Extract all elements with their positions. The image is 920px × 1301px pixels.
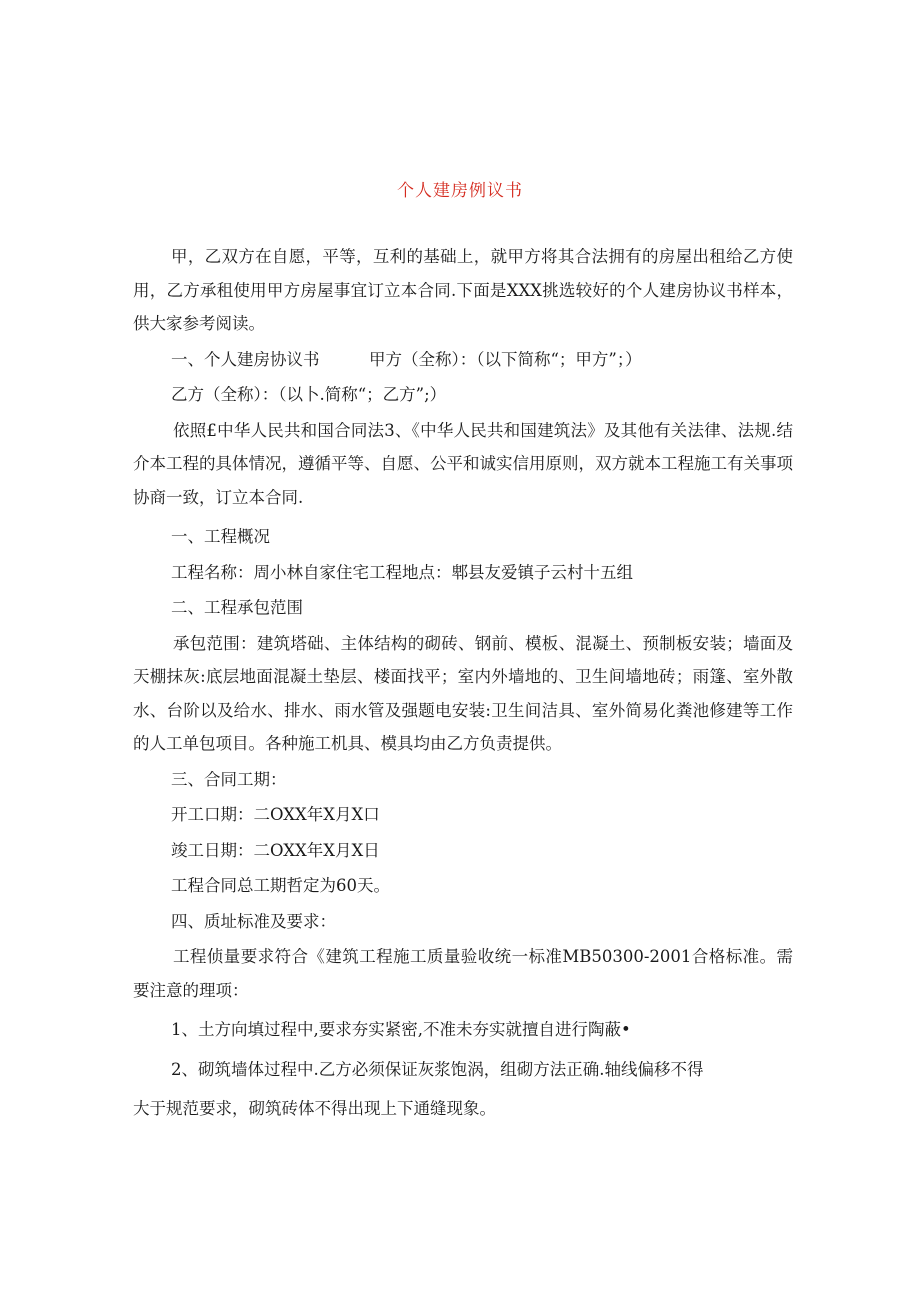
scope-paragraph: 承包范围：建筑塔础、主体结构的砌砖、钢前、模板、混凝土、预制板安装；墙面及天棚抹灰:底层地面混凝土垫层、楼面找平；室内外墙地的、卫生间墙地砖；雨篷、室外散水、台阶以及给水、排水、雨水管及强题电安装:卫生间洁具、室外简易化粪池修建等工作的人工单包项目。各种施工机具、模具均由乙方负责提供。	[133, 633, 793, 753]
intro-paragraph: 甲，乙双方在自愿，平等，互利的基础上，就甲方将其合法拥有的房屋出租给乙方使用，乙方承租使用甲方房屋事宜订立本合同.下面是XXX挑选较好的个人建房协议书样本，供大家参考阅读。	[133, 247, 793, 333]
document-body	[133, 240, 793, 1126]
start-date-line: 开工口期：二OXX年X月X口	[171, 805, 380, 824]
quality-standard-paragraph: 工程侦量要求符合《建筑工程施工质量验收统一标准MB50300-2001合格标准。需要注意的理项：	[133, 947, 793, 1000]
completion-date-line: 竣工日期：二OXX年X月X日	[171, 840, 380, 860]
section-heading-quality: 四、质址标准及要求：	[171, 911, 336, 931]
legal-basis-paragraph: 依照£中华人民共和国合同法3、《中华人民共和国建筑法》及其他有关法律、法规.结介本工程的具体情况，遵循平等、自愿、公平和诚实信用原则，双方就本工程施工有关事项协商一致，订立本合同.	[133, 420, 793, 507]
party-a-line: 一、个人建房协议书 甲方（全称）：（以下简称“；甲方”；）	[171, 349, 642, 369]
section-heading-schedule: 三、合同工期：	[171, 769, 287, 789]
total-duration-line: 工程合同总工期哲定为60天。	[171, 876, 390, 895]
section-heading-scope: 二、工程承包范围	[171, 598, 303, 617]
quality-item-1: 1、土方向填过程中,要求夯实紧密,不准未夯实就擅自进行陶蔽•	[171, 1020, 631, 1039]
party-b-line: 乙方（全称）：（以卜.简称“；乙方”;）	[171, 385, 447, 404]
quality-item-2: 2、砌筑墙体过程中.乙方必须保证灰浆饱涡，组砌方法正确.轴线偏移不得	[171, 1059, 704, 1079]
document-title: 个人建房例议书	[397, 181, 523, 201]
project-name-line: 工程名称：周小林自家住宅工程地点：郫县友爱镇子云村十五组	[171, 562, 633, 582]
quality-item-2-continued: 大于规范要求，砌筑砖体不得出现上下通缝现象。	[133, 1099, 496, 1118]
section-heading-overview: 一、工程概况	[171, 527, 270, 546]
